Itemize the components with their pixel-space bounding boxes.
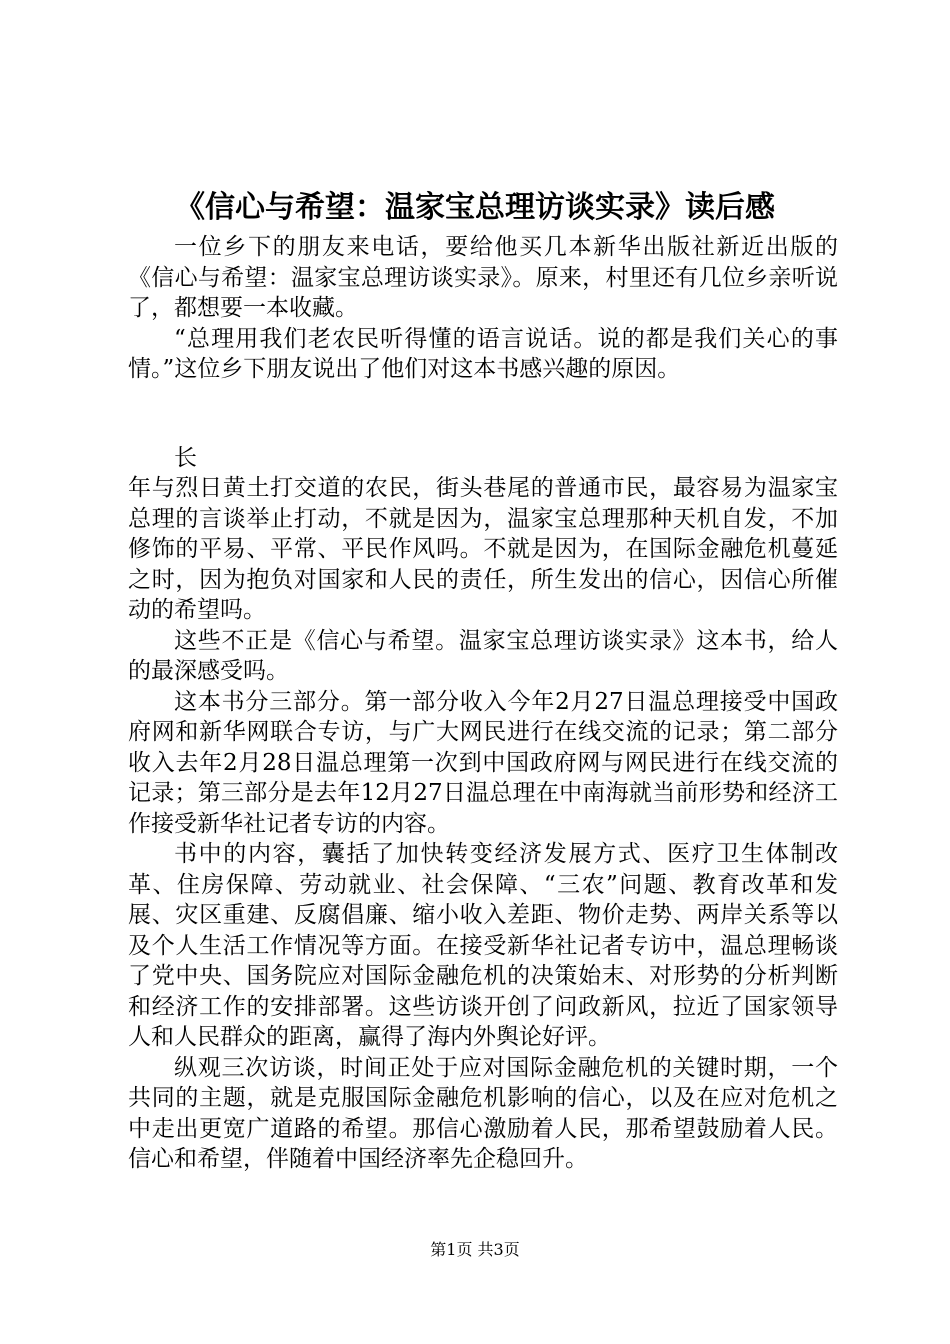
- document-body: [128, 232, 838, 1175]
- paragraph: 年与烈日黄土打交道的农民，街头巷尾的普通市民，最容易为温家宝总理的言谈举止打动，不就是因为，温家宝总理那种天机自发，不加修饰的平易、平常、平民作风吗。不就是因为，在国际金融危机蔓延之时，因为抱负对国家和人民的责任，所生发出的信心，因信心所催动的希望吗。: [128, 475, 838, 623]
- paragraph: “总理用我们老农民听得懂的语言说话。说的都是我们关心的事情。”这位乡下朋友说出了他们对这本书感兴趣的原因。: [128, 325, 838, 382]
- paragraph-gap: [128, 385, 838, 443]
- document-title: 《信心与希望：温家宝总理访谈实录》读后感: [175, 190, 775, 225]
- paragraph: 长: [174, 444, 197, 471]
- paragraph: 纵观三次访谈，时间正处于应对国际金融危机的关键时期，一个共同的主题，就是克服国际金融危机影响的信心，以及在应对危机之中走出更宽广道路的希望。那信心激励着人民，那希望鼓励着人民。信心和希望，伴随着中国经济率先企稳回升。: [128, 1054, 838, 1172]
- paragraph: 这些不正是《信心与希望。温家宝总理访谈实录》这本书，给人的最深感受吗。: [128, 627, 838, 684]
- paragraph: 书中的内容，囊括了加快转变经济发展方式、医疗卫生体制改革、住房保障、劳动就业、社会保障、“三农”问题、教育改革和发展、灾区重建、反腐倡廉、缩小收入差距、物价走势、两岸关系等以及个人生活工作情况等方面。在接受新华社记者专访中，温总理畅谈了党中央、国务院应对国际金融危机的决策始末、对形势的分析判断和经济工作的安排部署。这些访谈开创了问政新风，拉近了国家领导人和人民群众的距离，赢得了海内外舆论好评。: [128, 841, 838, 1050]
- paragraph: 这本书分三部分。第一部分收入今年2月27日温总理接受中国政府网和新华网联合专访，与广大网民进行在线交流的记录；第二部分收入去年2月28日温总理第一次到中国政府网与网民进行在线交流的记录；第三部分是去年12月27日温总理在中南海就当前形势和经济工作接受新华社记者专访的内容。: [128, 688, 838, 837]
- paragraph: 一位乡下的朋友来电话，要给他买几本新华出版社新近出版的《信心与希望：温家宝总理访谈实录》。原来，村里还有几位乡亲听说了，都想要一本收藏。: [128, 234, 838, 321]
- page-number-footer: 第1页 共3页: [430, 1240, 520, 1259]
